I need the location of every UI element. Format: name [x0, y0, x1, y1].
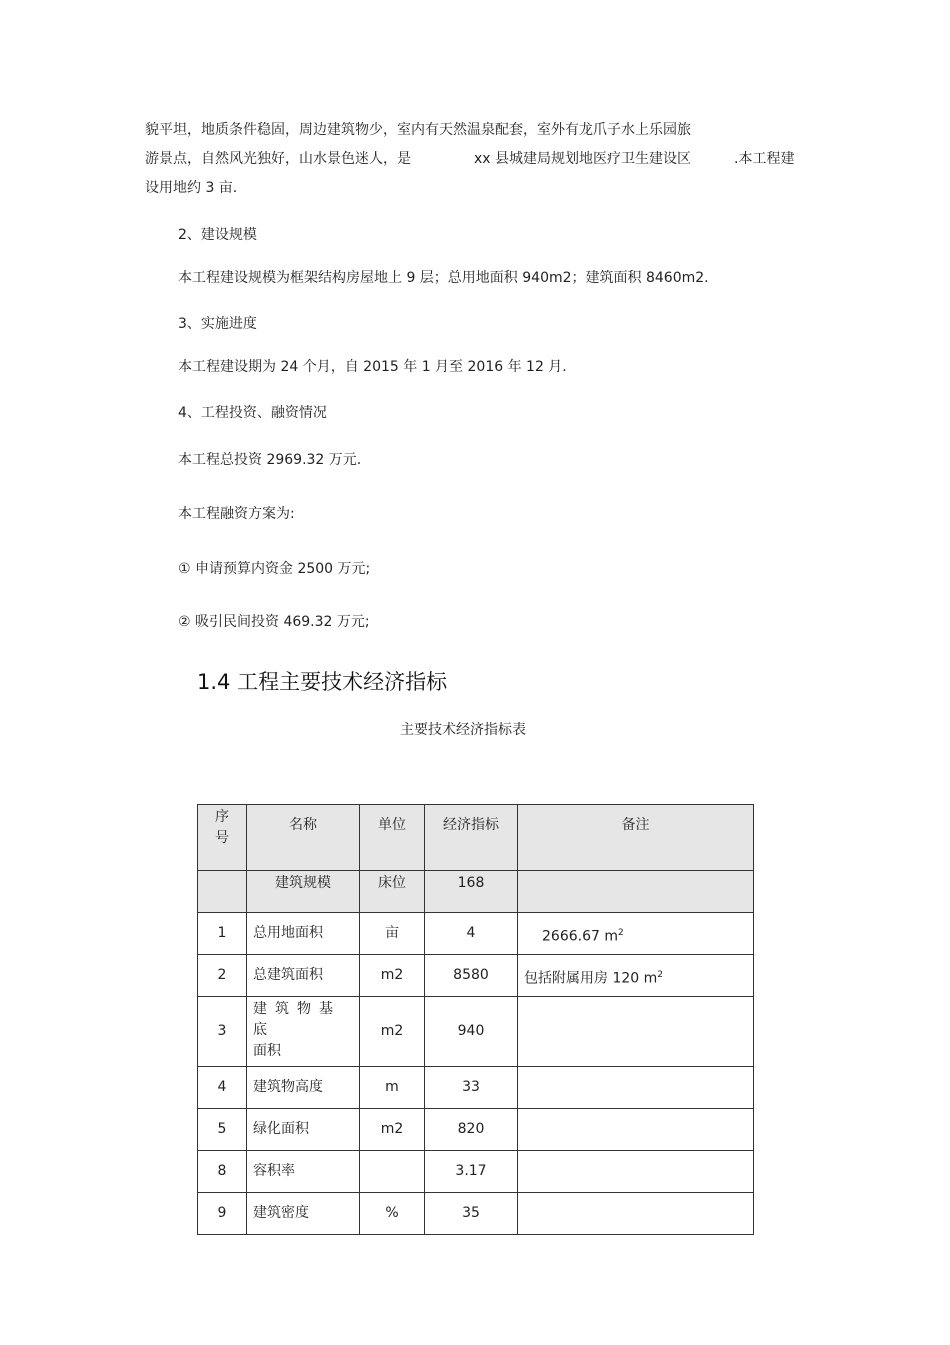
cell-name-line-2: 面积 [253, 1043, 281, 1059]
cell-value: 940 [425, 997, 518, 1067]
section-2-title: 2、建设规模 [178, 227, 257, 243]
cell-unit: % [360, 1193, 425, 1235]
table-row [198, 1067, 754, 1109]
section-4-title: 4、工程投资、融资情况 [178, 405, 327, 421]
table-row [198, 913, 754, 955]
cell-unit: 亩 [360, 913, 425, 955]
cell-remark [518, 1109, 754, 1151]
cell-seq [198, 871, 247, 913]
cell-value: 168 [425, 871, 518, 913]
cell-name-line-1: 建筑物基底 [253, 1001, 341, 1038]
cell-remark [518, 955, 754, 997]
cell-value: 820 [425, 1109, 518, 1151]
table-row [198, 1109, 754, 1151]
cell-seq: 1 [198, 913, 247, 955]
cell-name: 建筑规模 [247, 871, 360, 913]
cell-value: 33 [425, 1067, 518, 1109]
remark-superscript: 2 [617, 928, 624, 938]
paragraph-line-2c: .本工程建 [734, 151, 795, 167]
cell-unit [360, 1151, 425, 1193]
cell-name: 总建筑面积 [247, 955, 360, 997]
cell-remark [518, 913, 754, 955]
remark-text: 2666.67 m [542, 928, 618, 945]
cell-seq: 9 [198, 1193, 247, 1235]
header-remark: 备注 [518, 805, 754, 871]
cell-name: 建筑物高度 [247, 1067, 360, 1109]
section-4-item-1: ① 申请预算内资金 2500 万元; [178, 561, 371, 577]
cell-value: 3.17 [425, 1151, 518, 1193]
header-seq-line-1: 序 [215, 809, 229, 825]
section-3-text: 本工程建设期为 24 个月，自 2015 年 1 月至 2016 年 12 月. [178, 359, 567, 375]
cell-name: 容积率 [247, 1151, 360, 1193]
section-3-title: 3、实施进度 [178, 316, 257, 332]
header-name: 名称 [247, 805, 360, 871]
table-row-scale [198, 871, 754, 913]
table-row [198, 1193, 754, 1235]
cell-unit: 床位 [360, 871, 425, 913]
cell-seq: 8 [198, 1151, 247, 1193]
cell-value: 8580 [425, 955, 518, 997]
cell-name [247, 997, 360, 1067]
header-seq-line-2: 号 [215, 830, 229, 846]
table-row [198, 955, 754, 997]
remark-superscript: 2 [657, 970, 663, 980]
cell-unit: m [360, 1067, 425, 1109]
section-4-text-1: 本工程总投资 2969.32 万元. [178, 452, 362, 468]
cell-seq: 5 [198, 1109, 247, 1151]
cell-unit: m2 [360, 1109, 425, 1151]
cell-seq: 2 [198, 955, 247, 997]
cell-remark [518, 997, 754, 1067]
tech-index-table [197, 804, 754, 1235]
remark-text: 包括附属用房 120 m [524, 970, 658, 987]
cell-value: 4 [425, 913, 518, 955]
cell-remark [518, 1151, 754, 1193]
table-row [198, 1151, 754, 1193]
cell-seq: 3 [198, 997, 247, 1067]
cell-remark [518, 1193, 754, 1235]
section-2-text: 本工程建设规模为框架结构房屋地上 9 层；总用地面积 940m2；建筑面积 8460m2. [178, 270, 709, 286]
table-header-row [198, 805, 754, 871]
cell-unit: m2 [360, 955, 425, 997]
section-4-text-2: 本工程融资方案为: [178, 506, 295, 522]
cell-remark [518, 1067, 754, 1109]
paragraph-line-1: 貌平坦，地质条件稳固，周边建筑物少，室内有天然温泉配套，室外有龙爪子水上乐园旅 [145, 122, 691, 138]
header-seq [198, 805, 247, 871]
cell-remark [518, 871, 754, 913]
paragraph-line-3: 设用地约 3 亩. [145, 180, 238, 196]
section-heading: 1.4 工程主要技术经济指标 [197, 670, 448, 694]
cell-name: 绿化面积 [247, 1109, 360, 1151]
cell-unit: m2 [360, 997, 425, 1067]
header-unit: 单位 [360, 805, 425, 871]
paragraph-line-2b: xx 县城建局规划地医疗卫生建设区 [474, 151, 692, 167]
cell-name: 建筑密度 [247, 1193, 360, 1235]
cell-seq: 4 [198, 1067, 247, 1109]
header-index: 经济指标 [425, 805, 518, 871]
paragraph-line-2a: 游景点，自然风光独好，山水景色迷人，是 [145, 151, 411, 167]
table-caption: 主要技术经济指标表 [400, 722, 526, 738]
table-row [198, 997, 754, 1067]
cell-value: 35 [425, 1193, 518, 1235]
cell-name: 总用地面积 [247, 913, 360, 955]
section-4-item-2: ② 吸引民间投资 469.32 万元; [178, 614, 370, 630]
